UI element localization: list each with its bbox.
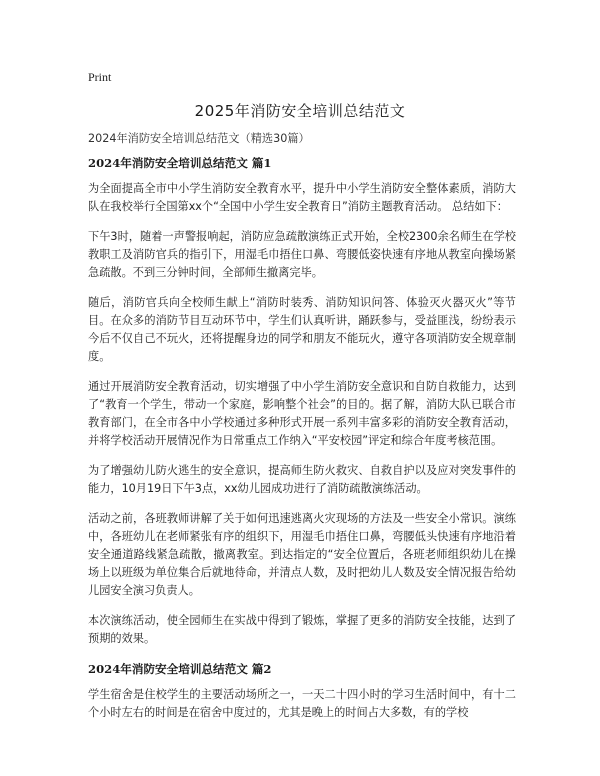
paragraph: 为了增强幼儿防火逃生的安全意识，提高师生防火救灾、自救自护以及应对突发事件的能力，10月19日下午3点，xx幼儿园成功进行了消防疏散演练活动。 xyxy=(88,464,516,495)
paragraph: 随后，消防官兵向全校师生献上“消防时装秀、消防知识问答、体验灭火器灭火”等节目。在众多的消防节目互动环节中，学生们认真听讲，踊跃参与，受益匪浅，纷纷表示今后不仅自己不玩火，还将提醒身边的同学和朋友不能玩火，遵守各项消防安全规章制度。 xyxy=(88,296,516,363)
section-heading-1: 2024年消防安全培训总结范文 篇1 xyxy=(88,156,272,170)
paragraph: 为全面提高全市中小学生消防安全教育水平，提升中小学生消防安全整体素质，消防大队在我校举行全国第xx个“全国中小学生安全教育日”消防主题教育活动。 总结如下： xyxy=(88,182,516,213)
paragraph: 本次演练活动，使全园师生在实战中得到了锻炼，掌握了更多的消防安全技能，达到了预期的效果。 xyxy=(88,614,516,645)
paragraph: 学生宿舍是住校学生的主要活动场所之一，一天二十四小时的学习生活时间中，有十二个小时左右的时间是在宿舍中度过的，尤其是晚上的时间占大多数，有的学校 xyxy=(88,688,516,719)
paragraph: 通过开展消防安全教育活动，切实增强了中小学生消防安全意识和自防自救能力，达到了“教育一个学生，带动一个家庭，影响整个社会”的目的。据了解，消防大队已联合市教育部门，在全市各中小学校通过多种形式开展一系列丰富多彩的消防安全教育活动，并将学校活动开展情况作为日常重点工作纳入“平安校园”评定和综合年度考核范围。 xyxy=(88,380,516,447)
article-body xyxy=(88,130,516,722)
article-subtitle: 2024年消防安全培训总结范文（精选30篇） xyxy=(88,132,310,145)
print-link[interactable]: Print xyxy=(88,70,112,84)
paragraph: 活动之前，各班教师讲解了关于如何迅速逃离火灾现场的方法及一些安全小常识。演练中，各班幼儿在老师紧张有序的组织下，用湿毛巾捂住口鼻，弯腰低头快速有序地沿着安全通道路线紧急疏散，撤离教室。到达指定的“安全位置后，各班老师组织幼儿在操场上以班级为单位集合后就地待命，并清点人数，及时把幼儿人数及安全情况报告给幼儿园安全演习负责人。 xyxy=(88,512,516,597)
paragraph: 下午3时，随着一声警报响起，消防应急疏散演练正式开始，全校2300余名师生在学校教职工及消防官兵的指引下，用湿毛巾捂住口鼻、弯腰低姿快速有序地从教室向操场紧急疏散。不到三分钟时间，全部师生撤离完毕。 xyxy=(88,230,516,279)
section-heading-2: 2024年消防安全培训总结范文 篇2 xyxy=(88,662,272,676)
page-title: 2025年消防安全培训总结范文 xyxy=(194,102,406,120)
